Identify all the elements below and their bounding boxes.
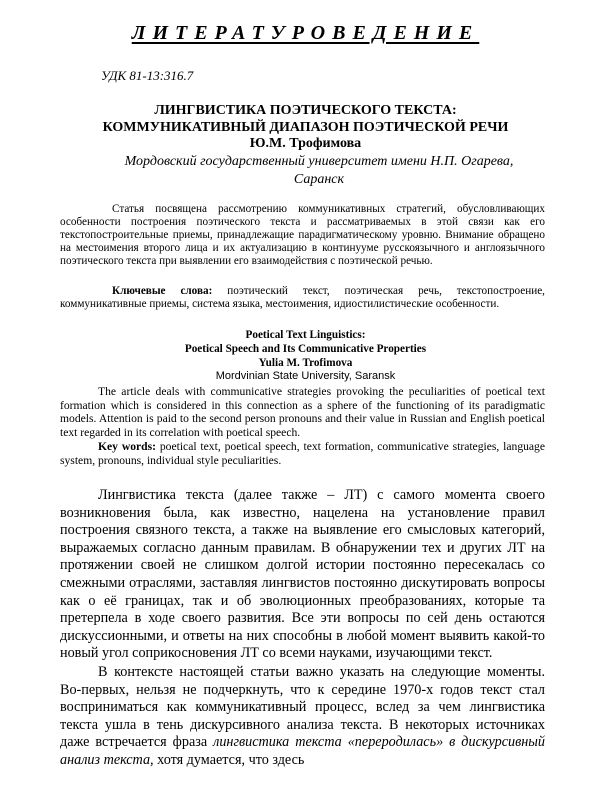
english-author: Yulia M. Trofimova <box>258 357 353 369</box>
russian-title-line-1: ЛИНГВИСТИКА ПОЭТИЧЕСКОГО ТЕКСТА: <box>154 103 457 118</box>
russian-keywords-label: Ключевые слова: <box>112 285 213 297</box>
russian-keywords <box>60 285 545 311</box>
english-keywords-list: poetical text, poetical speech, text formation, communicative strategies, language system, pronouns, individual style peculiarities. <box>60 440 546 467</box>
section-title: ЛИТЕРАТУРОВЕДЕНИЕ <box>131 22 480 44</box>
russian-keywords-list: поэтический текст, поэтическая речь, текстопостроение, коммуникативные приемы, система языка, местоимения, идиостилистические особенности. <box>60 285 545 310</box>
english-keywords <box>60 440 545 467</box>
body-paragraph-1: Лингвистика текста (далее также – ЛТ) с самого момента своего возникновения была, как известно, нацелена на установление правил построения связного текста, а также на выявление его смысловых категорий, выражаемых согласно данным правилам. В обнаружении тех и других ЛТ на протяжении своей не слишком долгой истории постоянно пересекалась со смежными отраслями, заставляя лингвистов постоянно дискутировать вопросы как о её границах, так и об эволюционных преобразованиях, которые та претерпела в ходе своего развития. Все эти вопросы по сей день остаются дискуссионными, и ответы на них способны в любой момент выявить какой-то новый угол соприкосновения ЛТ со всеми науками, изучающими текст. <box>60 487 545 662</box>
russian-title-line-2: КОММУНИКАТИВНЫЙ ДИАПАЗОН ПОЭТИЧЕСКОЙ РЕЧИ <box>102 120 509 135</box>
russian-abstract: Статья посвящена рассмотрению коммуникативных стратегий, обусловливающих особенности построения поэтического текста и рассматриваемых в этой связи как его текстопостроительные приемы, принадлежащие парадигматическому уровню. Внимание обращено на местоимения второго лица и их актуализацию в континууме русскоязычного и англоязычного поэтического текста при выявлении его взаимодействия с поэтической речью. <box>60 203 545 267</box>
udk-code: УДК 81-13:316.7 <box>101 68 194 83</box>
russian-affiliation: Мордовский государственный университет имени Н.П. Огарева, Саранск <box>124 154 514 187</box>
english-keywords-label: Key words: <box>98 440 156 453</box>
body-paragraph-2 <box>60 664 545 770</box>
russian-article-title <box>0 102 611 136</box>
english-affiliation: Mordvinian State University, Saransk <box>215 370 396 382</box>
english-title-line-2: Poetical Speech and Its Communicative Properties <box>184 343 427 355</box>
body-paragraph-2-start: В контексте настоящей статьи важно указать на следующие моменты. Во-первых, нельзя не подчеркнуть, что к середине 1970-х годов текст стал восприниматься как коммуникативный процесс, вслед за чем лингвистика текста ушла в тень дискурсивного анализа текста. В некоторых источниках даже встречается фраза <box>60 664 545 751</box>
english-abstract: The article deals with communicative strategies provoking the peculiarities of poetical text formation which is considered in this connection as a sphere of the functioning of its paradigmatic models. Attention is paid to the second person pronouns and their value in Russian and English poetical text regarded in its correlation with poetical speech. <box>60 385 545 439</box>
english-article-title <box>0 328 611 370</box>
english-title-line-1: Poetical Text Linguistics: <box>245 329 366 341</box>
russian-author: Ю.М. Трофимова <box>249 136 362 151</box>
body-paragraph-2-end: хотя думается, что здесь <box>153 751 305 768</box>
body-paragraph-2-italic: лингвистика текста «переродилась» в дискурсивный анализ текста, <box>60 734 546 768</box>
